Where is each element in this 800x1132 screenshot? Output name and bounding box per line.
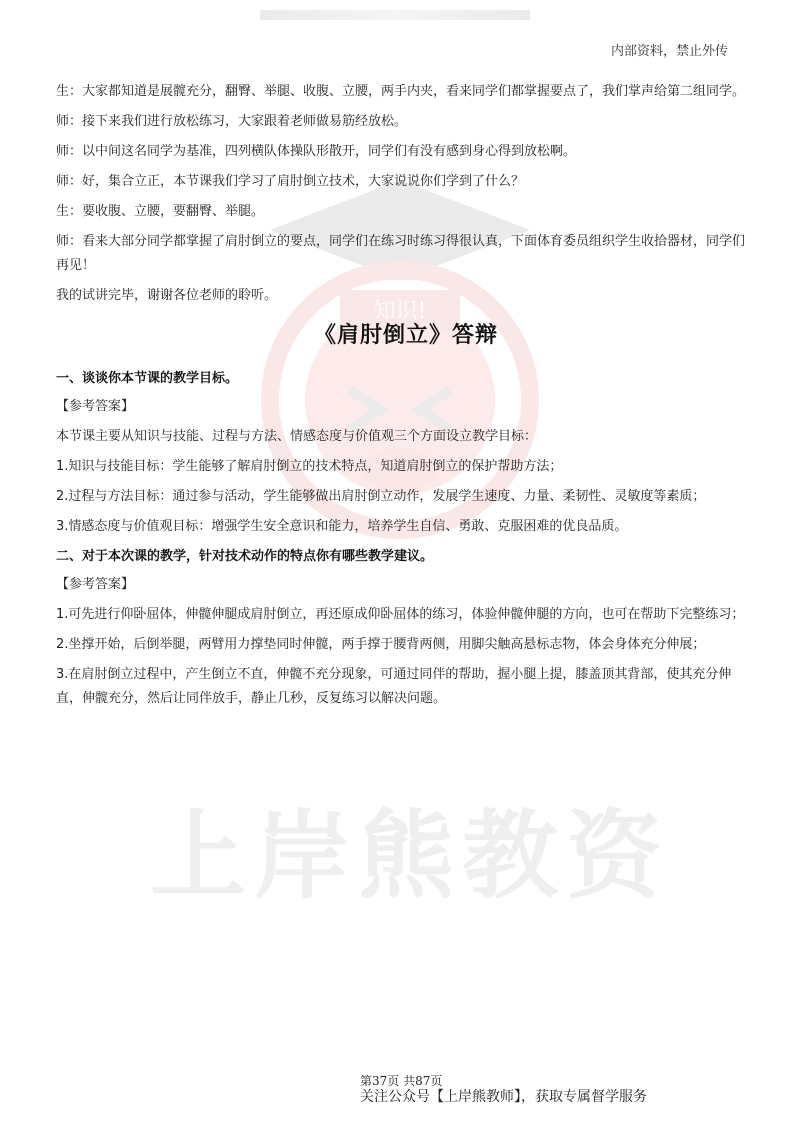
document-body bbox=[56, 80, 756, 717]
dialogue-line: 生：要收腹、立腰，要翻臀、举腿。 bbox=[56, 204, 265, 219]
dialogue-line: 师：看来大部分同学都掌握了肩肘倒立的要点，同学们在练习时练习得很认真，下面体育委员组织学生收拾器材，同学们再见！ bbox=[56, 234, 746, 273]
logo-badge-text: 知识! bbox=[373, 299, 427, 324]
dialogue-line: 生：大家都知道是展髋充分，翻臀、举腿、收腹、立腰，两手内夹，看来同学们都掌握要点了，我们掌声给第二组同学。 bbox=[56, 84, 746, 99]
answer-line: 3.在肩肘倒立过程中，产生倒立不直，伸髋不充分现象，可通过同伴的帮助，握小腿上提，膝盖顶其背部，使其充分伸直，伸髋充分，然后让同伴放手，静止几秒，反复练习以解决问题。 bbox=[56, 667, 732, 706]
confidential-notice: 内部资料，禁止外传 bbox=[610, 44, 728, 59]
section-title: 《肩肘倒立》答辩 bbox=[313, 323, 498, 348]
answer-line: 2.过程与方法目标：通过参与活动，学生能够做出肩肘倒立动作，发展学生速度、力量、柔韧性、灵敏度等素质； bbox=[56, 489, 706, 504]
brand-watermark: 上岸熊教资 bbox=[150, 800, 670, 912]
dialogue-line: 师：好，集合立正，本节课我们学习了肩肘倒立技术，大家说说你们学到了什么？ bbox=[56, 174, 525, 189]
answer-line: 1.知识与技能目标：学生能够了解肩肘倒立的技术特点，知道肩肘倒立的保护帮助方法； bbox=[56, 459, 563, 474]
answer-line: 3.情感态度与价值观目标：增强学生安全意识和能力，培养学生自信、勇敢、克服困难的优良品质。 bbox=[56, 519, 628, 534]
answer-line: 1.可先进行仰卧屈体，伸髋伸腿成肩肘倒立，再还原成仰卧屈体的练习，体验伸髋伸腿的方向，也可在帮助下完整练习； bbox=[56, 607, 745, 622]
answer-line: 本节课主要从知识与技能、过程与方法、情感态度与价值观三个方面设立教学目标： bbox=[56, 429, 538, 444]
reference-answer-label: 【参考答案】 bbox=[56, 399, 135, 414]
footer-promo: 关注公众号【上岸熊教师】，获取专属督学服务 bbox=[360, 1089, 647, 1105]
dialogue-line: 师：接下来我们进行放松练习，大家跟着老师做易筋经放松。 bbox=[56, 114, 408, 129]
question-2: 二、对于本次课的教学，针对技术动作的特点你有哪些教学建议。 bbox=[56, 549, 434, 564]
dialogue-line: 师：以中间这名同学为基准，四列横队体操队形散开，同学们有没有感到身心得到放松啊。 bbox=[56, 144, 577, 159]
question-1: 一、谈谈你本节课的教学目标。 bbox=[56, 371, 239, 386]
closing-line: 我的试讲完毕，谢谢各位老师的聆听。 bbox=[56, 288, 278, 303]
reference-answer-label: 【参考答案】 bbox=[56, 577, 135, 592]
page-number: 第37页 共87页 bbox=[360, 1074, 443, 1088]
cropped-header-remnant bbox=[260, 10, 530, 20]
answer-line: 2.坐撑开始，后倒举腿，两臂用力撑垫同时伸髋，两手撑于腰背两侧，用脚尖触高悬标志物，体会身体充分伸展； bbox=[56, 637, 706, 652]
